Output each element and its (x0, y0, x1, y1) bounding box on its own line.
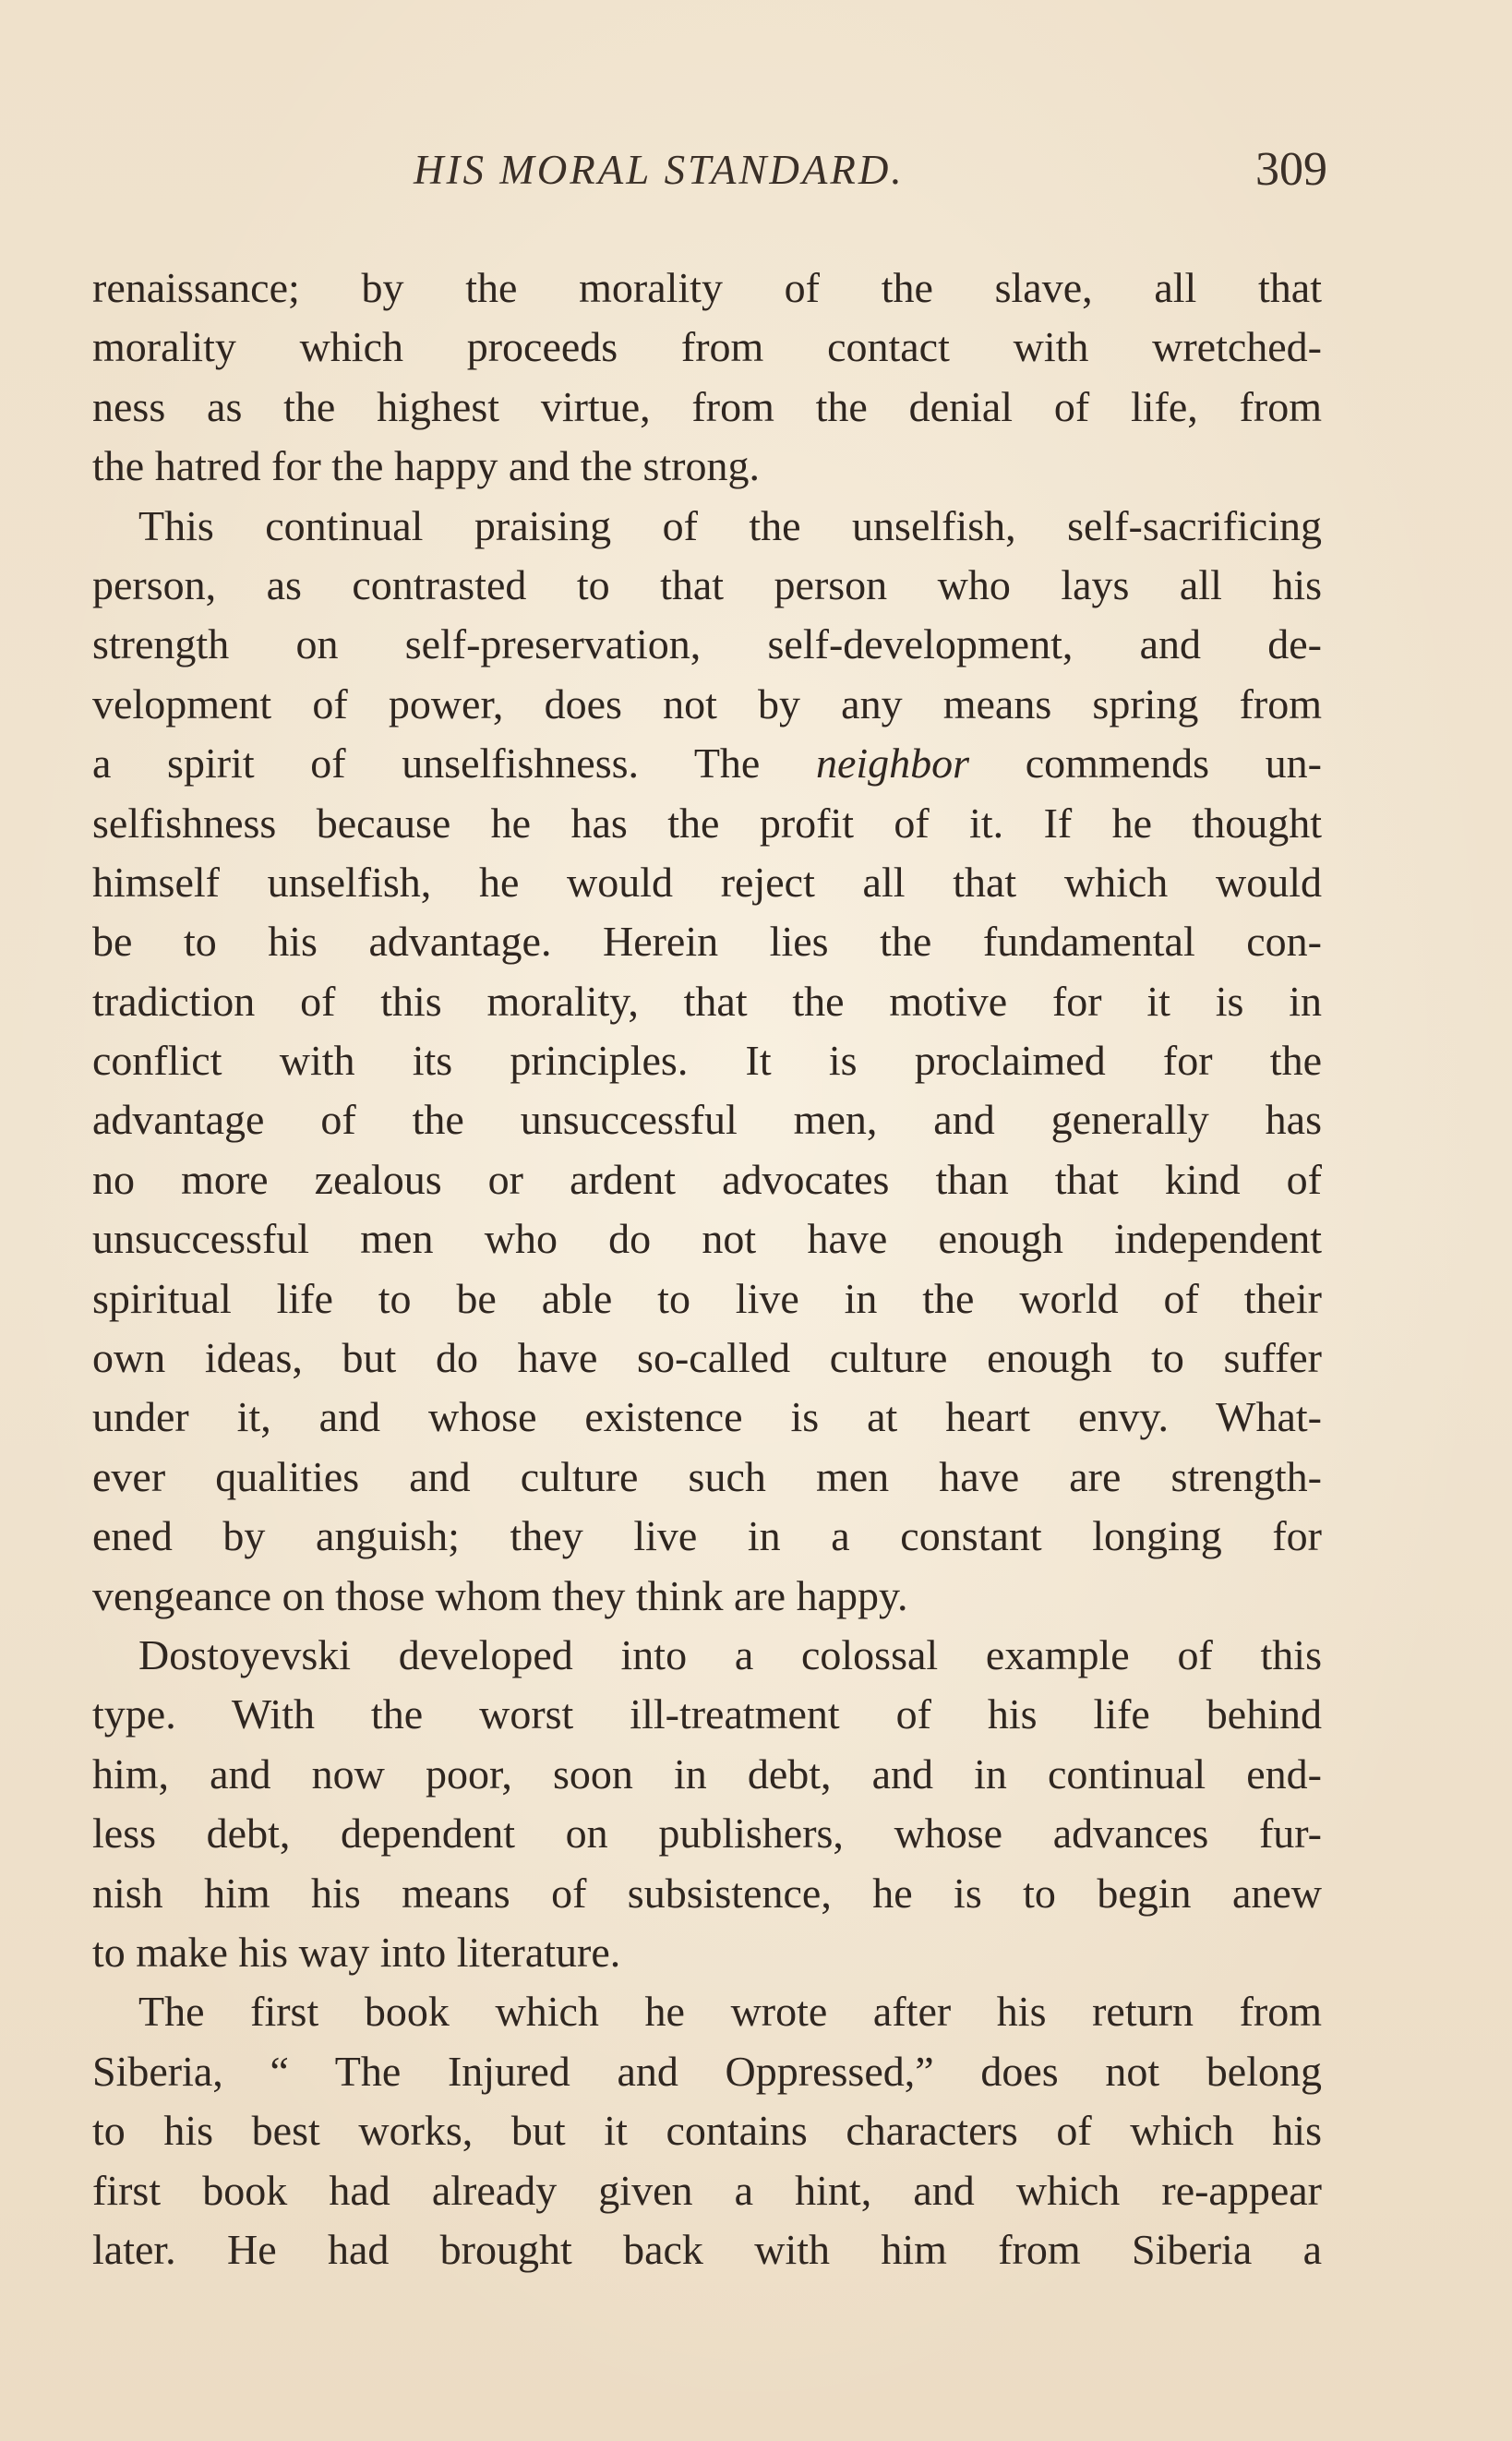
text-line: to his best works, but it contains characters of which his (92, 2107, 1322, 2155)
text-line: ness as the highest virtue, from the denial of life, from (92, 382, 1322, 430)
text-line: conflict with its principles. It is proclaimed for the (92, 1037, 1322, 1085)
text-line: be to his advantage. Herein lies the fundamental con- (92, 918, 1322, 966)
text-line: to make his way into literature. (92, 1928, 621, 1976)
text-line: velopment of power, does not by any means spring from (92, 679, 1322, 727)
text-line: unsuccessful men who do not have enough independent (92, 1215, 1322, 1263)
page-number: 309 (1255, 143, 1327, 196)
text-line: advantage of the unsuccessful men, and generally has (92, 1096, 1322, 1144)
text-line: person, as contrasted to that person who lays all his (92, 560, 1322, 608)
text-line: vengeance on those whom they think are happy. (92, 1571, 908, 1619)
text-line: later. He had brought back with him from Siberia a (92, 2225, 1322, 2273)
text-line: the hatred for the happy and the strong. (92, 442, 760, 490)
text-line: nish him his means of subsistence, he is to begin anew (92, 1869, 1322, 1917)
text-line (92, 734, 1322, 793)
text-line: type. With the worst ill-treatment of his life behind (92, 1690, 1322, 1738)
text-line: Siberia, “ The Injured and Oppressed,” does not belong (92, 2047, 1322, 2095)
text-line: This continual praising of the unselfish, self-sacrificing (138, 501, 1322, 549)
text-line: strength on self-preservation, self-development, and de- (92, 620, 1322, 668)
text-line: no more zealous or ardent advocates than that kind of (92, 1155, 1322, 1203)
text-line: him, and now poor, soon in debt, and in continual end- (92, 1750, 1322, 1798)
body-text (92, 259, 1322, 2279)
text-segment: a spirit of unselfishness. The (92, 740, 816, 788)
running-title: HIS MORAL STANDARD. (414, 147, 905, 193)
text-line: less debt, dependent on publishers, whose advances fur- (92, 1810, 1322, 1858)
running-head (92, 143, 1327, 210)
text-line: selfishness because he has the profit of it. If he thought (92, 799, 1322, 847)
text-line: under it, and whose existence is at heart envy. What- (92, 1393, 1322, 1441)
text-line: himself unselfish, he would reject all that which would (92, 858, 1322, 906)
text-line: tradiction of this morality, that the motive for it is in (92, 977, 1322, 1025)
text-line: The first book which he wrote after his return from (138, 1988, 1322, 2036)
text-line: own ideas, but do have so-called culture enough to suffer (92, 1334, 1322, 1382)
italic-word: neighbor (815, 740, 970, 788)
text-line: renaissance; by the morality of the slave, all that (92, 264, 1322, 311)
text-segment: commends un- (969, 740, 1322, 788)
text-line: ened by anguish; they live in a constant longing for (92, 1512, 1322, 1560)
text-line: morality which proceeds from contact with wretched- (92, 323, 1322, 371)
text-line: first book had already given a hint, and which re-appear (92, 2166, 1322, 2214)
text-line: spiritual life to be able to live in the world of their (92, 1274, 1322, 1322)
text-line: ever qualities and culture such men have are strength- (92, 1452, 1322, 1500)
text-line: Dostoyevski developed into a colossal example of this (138, 1630, 1322, 1678)
